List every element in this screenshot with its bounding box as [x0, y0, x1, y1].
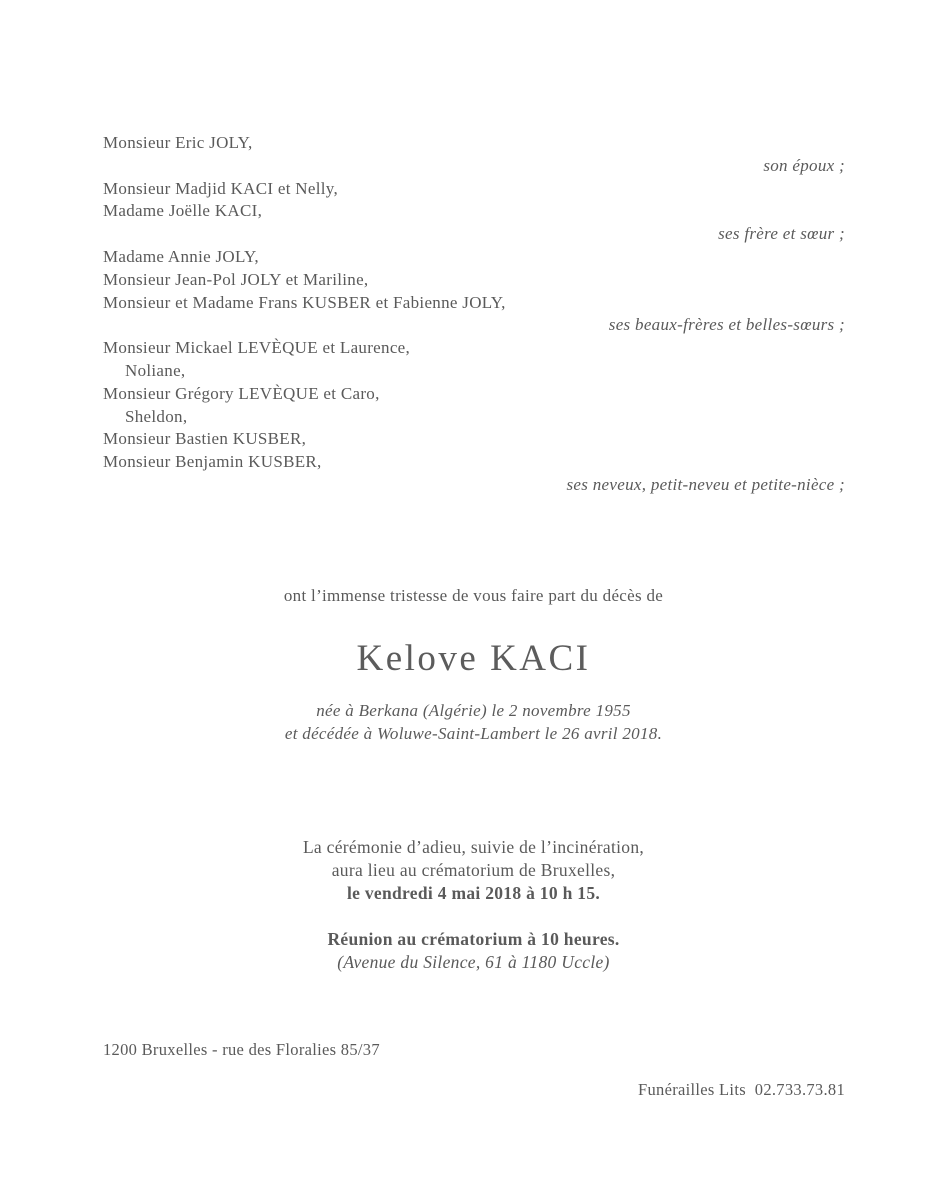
family-line: Monsieur Bastien KUSBER,: [103, 429, 307, 449]
family-line: Monsieur Eric JOLY,: [103, 133, 253, 152]
family-names-block: [103, 132, 845, 497]
family-line: Madame Joëlle KACI,: [103, 201, 263, 221]
ceremony-line: aura lieu au crématorium de Bruxelles,: [331, 860, 616, 881]
family-line: Monsieur Madjid KACI et Nelly,: [103, 178, 339, 198]
death-line: et décédée à Woluwe-Saint-Lambert le 26 avril 2018.: [284, 724, 663, 743]
relationship-line: ses beaux-frères et belles-sœurs ;: [608, 315, 845, 335]
relationship-line: ses neveux, petit-neveu et petite-nièce ;: [566, 474, 845, 494]
funeral-home-contact: Funérailles Lits 02.733.73.81: [638, 1080, 845, 1099]
family-line-child: Sheldon,: [125, 406, 188, 426]
family-line: Monsieur et Madame Frans KUSBER et Fabienne JOLY,: [103, 292, 506, 312]
ceremony-line: La cérémonie d’adieu, suivie de l’incinération,: [302, 837, 645, 857]
family-line: Madame Annie JOLY,: [103, 246, 259, 266]
birth-line: née à Berkana (Algérie) le 2 novembre 1955: [316, 701, 631, 720]
relationship-line: ses frère et sœur ;: [718, 224, 845, 244]
birth-death-block: [0, 699, 947, 745]
venue-line: (Avenue du Silence, 61 à 1180 Uccle): [337, 951, 610, 972]
ceremony-date-line: le vendredi 4 mai 2018 à 10 h 15.: [346, 883, 601, 904]
family-line: Monsieur Grégory LEVÈQUE et Caro,: [103, 383, 380, 403]
family-line: Monsieur Jean-Pol JOLY et Mariline,: [103, 269, 369, 289]
deceased-name: Kelove KACI: [356, 638, 591, 679]
family-line: Monsieur Benjamin KUSBER,: [103, 452, 322, 472]
announcement-intro: ont l’immense tristesse de vous faire part du décès de: [283, 586, 664, 605]
relationship-line: son époux ;: [763, 155, 845, 175]
family-line: Monsieur Mickael LEVÈQUE et Laurence,: [103, 338, 411, 358]
family-address: 1200 Bruxelles - rue des Floralies 85/37: [103, 1040, 380, 1059]
ceremony-block: [0, 836, 947, 974]
meeting-line: Réunion au crématorium à 10 heures.: [327, 928, 620, 949]
family-line-child: Noliane,: [125, 360, 186, 380]
